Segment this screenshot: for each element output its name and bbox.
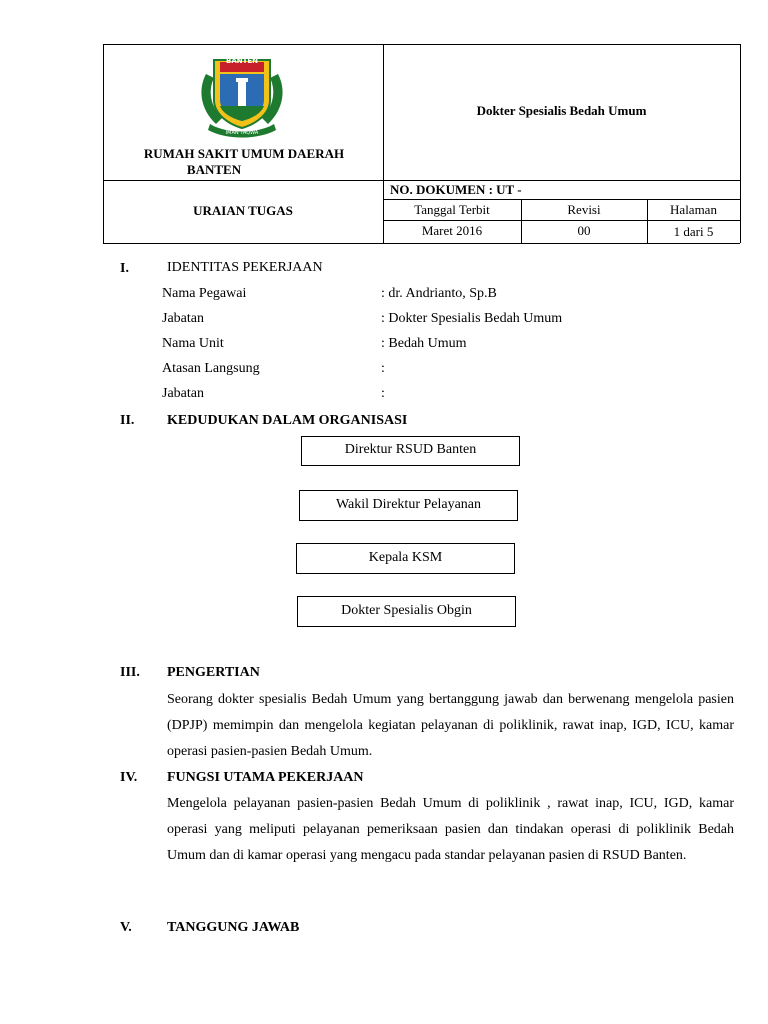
field-value-nama-pegawai: : dr. Andrianto, Sp.B: [381, 286, 497, 301]
field-label-nama-pegawai: Nama Pegawai: [162, 286, 247, 301]
section-2-number: II.: [120, 413, 135, 428]
org-box-direktur: [301, 436, 520, 466]
doc-title: Dokter Spesialis Bedah Umum: [476, 103, 647, 118]
logo-text-bottom: IMAN TAQWA: [225, 130, 259, 136]
section-5-title: TANGGUNG JAWAB: [167, 920, 300, 935]
field-value-jabatan: : Dokter Spesialis Bedah Umum: [381, 311, 563, 326]
section-5-number: V.: [120, 920, 132, 935]
section-3-number: III.: [120, 665, 140, 680]
hospital-name-line1: RUMAH SAKIT UMUM DAERAH: [143, 146, 345, 161]
field-label-jabatan-atasan: Jabatan: [162, 386, 204, 401]
field-value-atasan-langsung: :: [381, 361, 385, 376]
org-box-kepala-ksm-label: Kepala KSM: [368, 550, 443, 565]
org-box-dokter-spesialis-label: Dokter Spesialis Obgin: [341, 603, 472, 618]
meta-header-tanggal: Tanggal Terbit: [414, 202, 490, 217]
hospital-name-line2: BANTEN: [186, 162, 242, 177]
meta-value-revisi: 00: [577, 223, 591, 238]
section-1-number: I.: [120, 261, 129, 276]
hospital-name: [104, 146, 384, 178]
section-3-text: Seorang dokter spesialis Bedah Umum yang bertanggung jawab dan berwenang mengelola pasien (DPJP) memimpin dan mengelola kegiatan pelayanan di poliklinik, rawat inap, IGD, ICU, kamar operasi pasien-pasien Bedah Umum.: [167, 692, 734, 759]
meta-header-revisi: Revisi: [567, 202, 601, 217]
meta-header-halaman: Halaman: [670, 202, 717, 217]
doc-number: NO. DOKUMEN : UT -: [390, 182, 522, 197]
field-label-jabatan: Jabatan: [162, 311, 204, 326]
org-box-wakil-direktur-label: Wakil Direktur Pelayanan: [335, 497, 482, 512]
banten-logo: [196, 54, 288, 138]
section-label: URAIAN TUGAS: [193, 203, 293, 218]
org-box-dokter-spesialis: [297, 596, 516, 627]
org-box-kepala-ksm: [296, 543, 515, 574]
section-4-title: FUNGSI UTAMA PEKERJAAN: [167, 770, 364, 785]
section-1-title: IDENTITAS PEKERJAAN: [167, 260, 323, 275]
org-box-direktur-label: Direktur RSUD Banten: [344, 442, 477, 457]
meta-value-halaman: 1 dari 5: [673, 224, 714, 239]
section-4-number: IV.: [120, 770, 138, 785]
section-4-text: Mengelola pelayanan pasien-pasien Bedah Umum di poliklinik , rawat inap, ICU, IGD, kamar operasi yang meliputi pelayanan pemeriksaan pasien dan tindakan operasi di poliklinik Bedah Umum dan di kamar operasi yang mengacu pada standar pelayanan pasien di RSUD Banten.: [167, 796, 734, 863]
field-value-jabatan-atasan: :: [381, 386, 385, 401]
section-3-title: PENGERTIAN: [167, 665, 260, 680]
section-2-title: KEDUDUKAN DALAM ORGANISASI: [167, 413, 408, 428]
field-value-nama-unit: : Bedah Umum: [381, 336, 467, 351]
meta-value-tanggal: Maret 2016: [421, 223, 483, 238]
field-label-nama-unit: Nama Unit: [162, 336, 224, 351]
org-box-wakil-direktur: [299, 490, 518, 521]
field-label-atasan-langsung: Atasan Langsung: [162, 361, 260, 376]
logo-text-top: BANTEN: [225, 57, 259, 65]
